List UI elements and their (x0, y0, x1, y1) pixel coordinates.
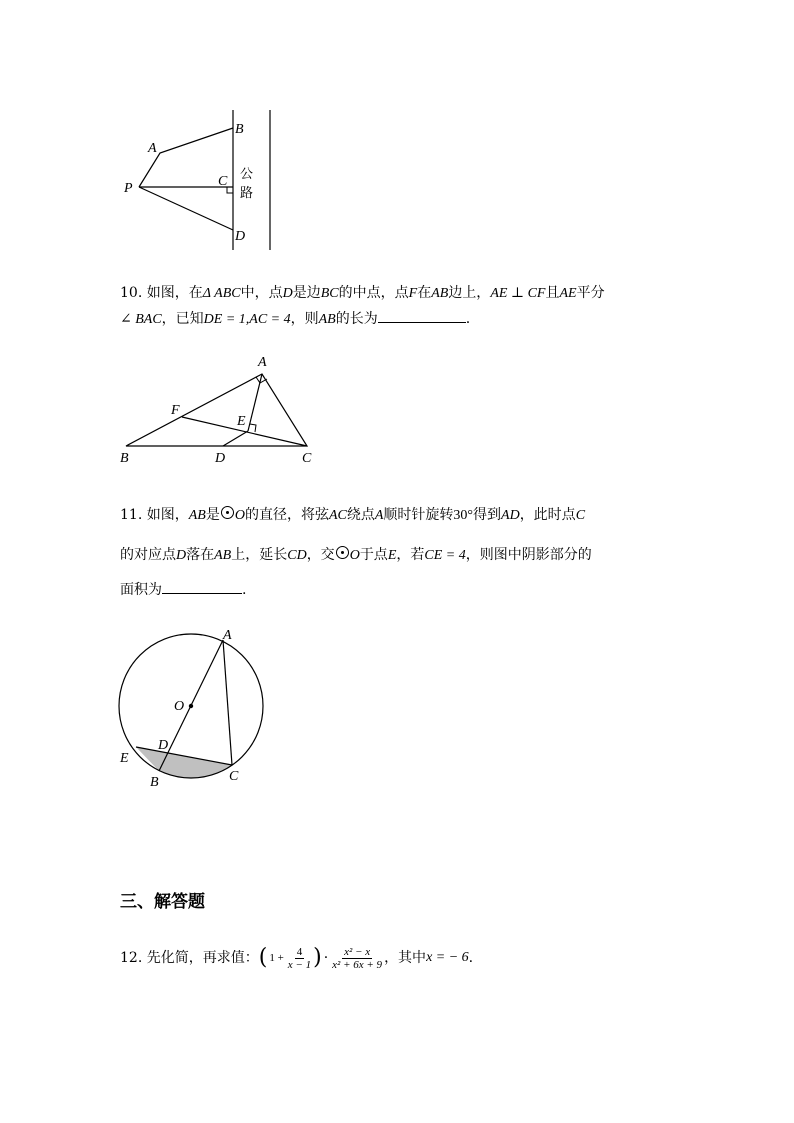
q10-text: ，已知 (161, 311, 204, 327)
q10-answer-blank[interactable] (378, 308, 466, 323)
label-D: D (235, 229, 246, 244)
q10-text: 平分 (576, 285, 605, 301)
right-angle-mark-E (250, 424, 256, 432)
q10-text: 中，点 (240, 285, 283, 301)
q10-text: 边上， (448, 285, 491, 301)
q10-line2 (120, 308, 470, 330)
label-E: E (120, 751, 129, 766)
q11-math: CD (287, 548, 307, 563)
label-B: B (235, 122, 244, 137)
circle-symbol-icon (336, 546, 349, 559)
center-O-dot (189, 704, 193, 708)
label-C: C (218, 174, 228, 189)
q11-text: ，此时点 (519, 507, 576, 523)
circle-symbol-icon (221, 506, 234, 519)
label-P: P (124, 181, 133, 196)
q10-math: AE ⊥ CF (490, 286, 546, 301)
q12-line (120, 940, 473, 976)
fraction-1-denominator: x − 1 (287, 958, 312, 971)
q12-math: 1 + (269, 952, 284, 964)
q12-math: x = − 6 (426, 950, 469, 965)
q11-answer-blank[interactable] (162, 579, 242, 594)
label-O: O (174, 699, 185, 714)
q12-text: 12. 先化简，再求值： (120, 950, 259, 966)
q11-math: C (575, 508, 586, 523)
label-A: A (223, 628, 232, 643)
q11-math: AB (188, 508, 206, 523)
q10-math: AE (559, 286, 577, 301)
q11-text: 得到 (473, 507, 502, 523)
q10-math: D (282, 286, 293, 301)
q10-math: ∠ BAC (120, 312, 162, 327)
multiply-dot: · (323, 950, 329, 966)
label-F: F (171, 403, 180, 418)
label-A: A (148, 141, 157, 156)
label-B: B (150, 775, 159, 790)
q10-text: . (465, 311, 471, 327)
segment-PD (139, 187, 233, 230)
q11-text: 11. 如图， (120, 507, 189, 523)
q11-math: D (176, 548, 187, 563)
q11-math: AB (214, 548, 232, 563)
q11-text: 于点 (359, 547, 388, 563)
q11-math: E (387, 548, 397, 563)
q10-math: DE = 1,AC = 4 (203, 312, 291, 327)
segment-DE (223, 431, 248, 446)
q10-text: 是边 (292, 285, 321, 301)
q11-text: ，交 (306, 547, 335, 563)
q11-text: ，若 (396, 547, 425, 563)
fraction-2-denominator: x² + 6x + 9 (332, 958, 383, 971)
q11-math: 30° (453, 508, 474, 523)
road-label-2: 路 (240, 186, 254, 201)
fraction-2-numerator: x² − x (344, 945, 371, 958)
q11-text: 绕点 (346, 507, 375, 523)
q10-text: 在 (417, 285, 432, 301)
road-label-1: 公 (240, 167, 254, 182)
figure-q11 (110, 620, 280, 795)
q11-math: CE = 4 (424, 548, 466, 563)
q11-text: 的直径，将弦 (244, 507, 329, 523)
right-paren: ) (313, 945, 322, 970)
label-C: C (229, 769, 239, 784)
q12-text: ，其中 (384, 950, 427, 966)
label-B: B (120, 451, 129, 466)
q10-math: Δ ABC (202, 286, 241, 301)
q11-text: ，则图中阴影部分的 (465, 547, 592, 563)
q11-math: AD (501, 508, 520, 523)
label-D: D (215, 451, 226, 466)
q10-math: AB (318, 312, 336, 327)
q10-text: 的长为 (335, 311, 378, 327)
label-A: A (258, 355, 267, 370)
q11-text: 落在 (186, 547, 215, 563)
q11-math: O (349, 548, 360, 563)
q11-math: AC (328, 508, 347, 523)
q10-text: ，则 (290, 311, 319, 327)
q11-line1 (120, 505, 585, 526)
label-D: D (158, 738, 169, 753)
q11-math: A (374, 508, 384, 523)
left-paren: ( (258, 945, 268, 970)
q11-text: 面积为 (120, 582, 162, 598)
figure-q9 (110, 100, 290, 260)
q11-line3 (120, 579, 246, 600)
q11-text: 上，延长 (231, 547, 288, 563)
q11-text: . (242, 582, 247, 598)
q10-math: BC (320, 286, 339, 301)
fraction-1-numerator: 4 (296, 945, 303, 958)
q11-math: O (234, 508, 245, 523)
q10-text: 10. 如图，在 (120, 285, 203, 301)
q12-text: . (468, 950, 474, 966)
fraction-2 (330, 946, 384, 971)
figure-q10 (110, 350, 330, 470)
triangle-ABC (126, 374, 307, 446)
q10-line1 (120, 283, 605, 304)
section-title: 三、解答题 (120, 892, 205, 912)
q10-math: F (408, 286, 418, 301)
q11-text: 是 (205, 507, 220, 523)
label-C: C (302, 451, 312, 466)
q10-text: 的中点，点 (338, 285, 409, 301)
q10-math: AB (431, 286, 449, 301)
chord-AC (223, 640, 232, 765)
q10-text: 且 (545, 285, 560, 301)
label-E: E (237, 414, 246, 429)
q11-text: 的对应点 (120, 547, 176, 563)
q11-line2 (120, 545, 592, 566)
q11-text: 顺时针旋转 (383, 507, 454, 523)
right-angle-mark (227, 187, 233, 193)
fraction-1 (286, 946, 313, 971)
